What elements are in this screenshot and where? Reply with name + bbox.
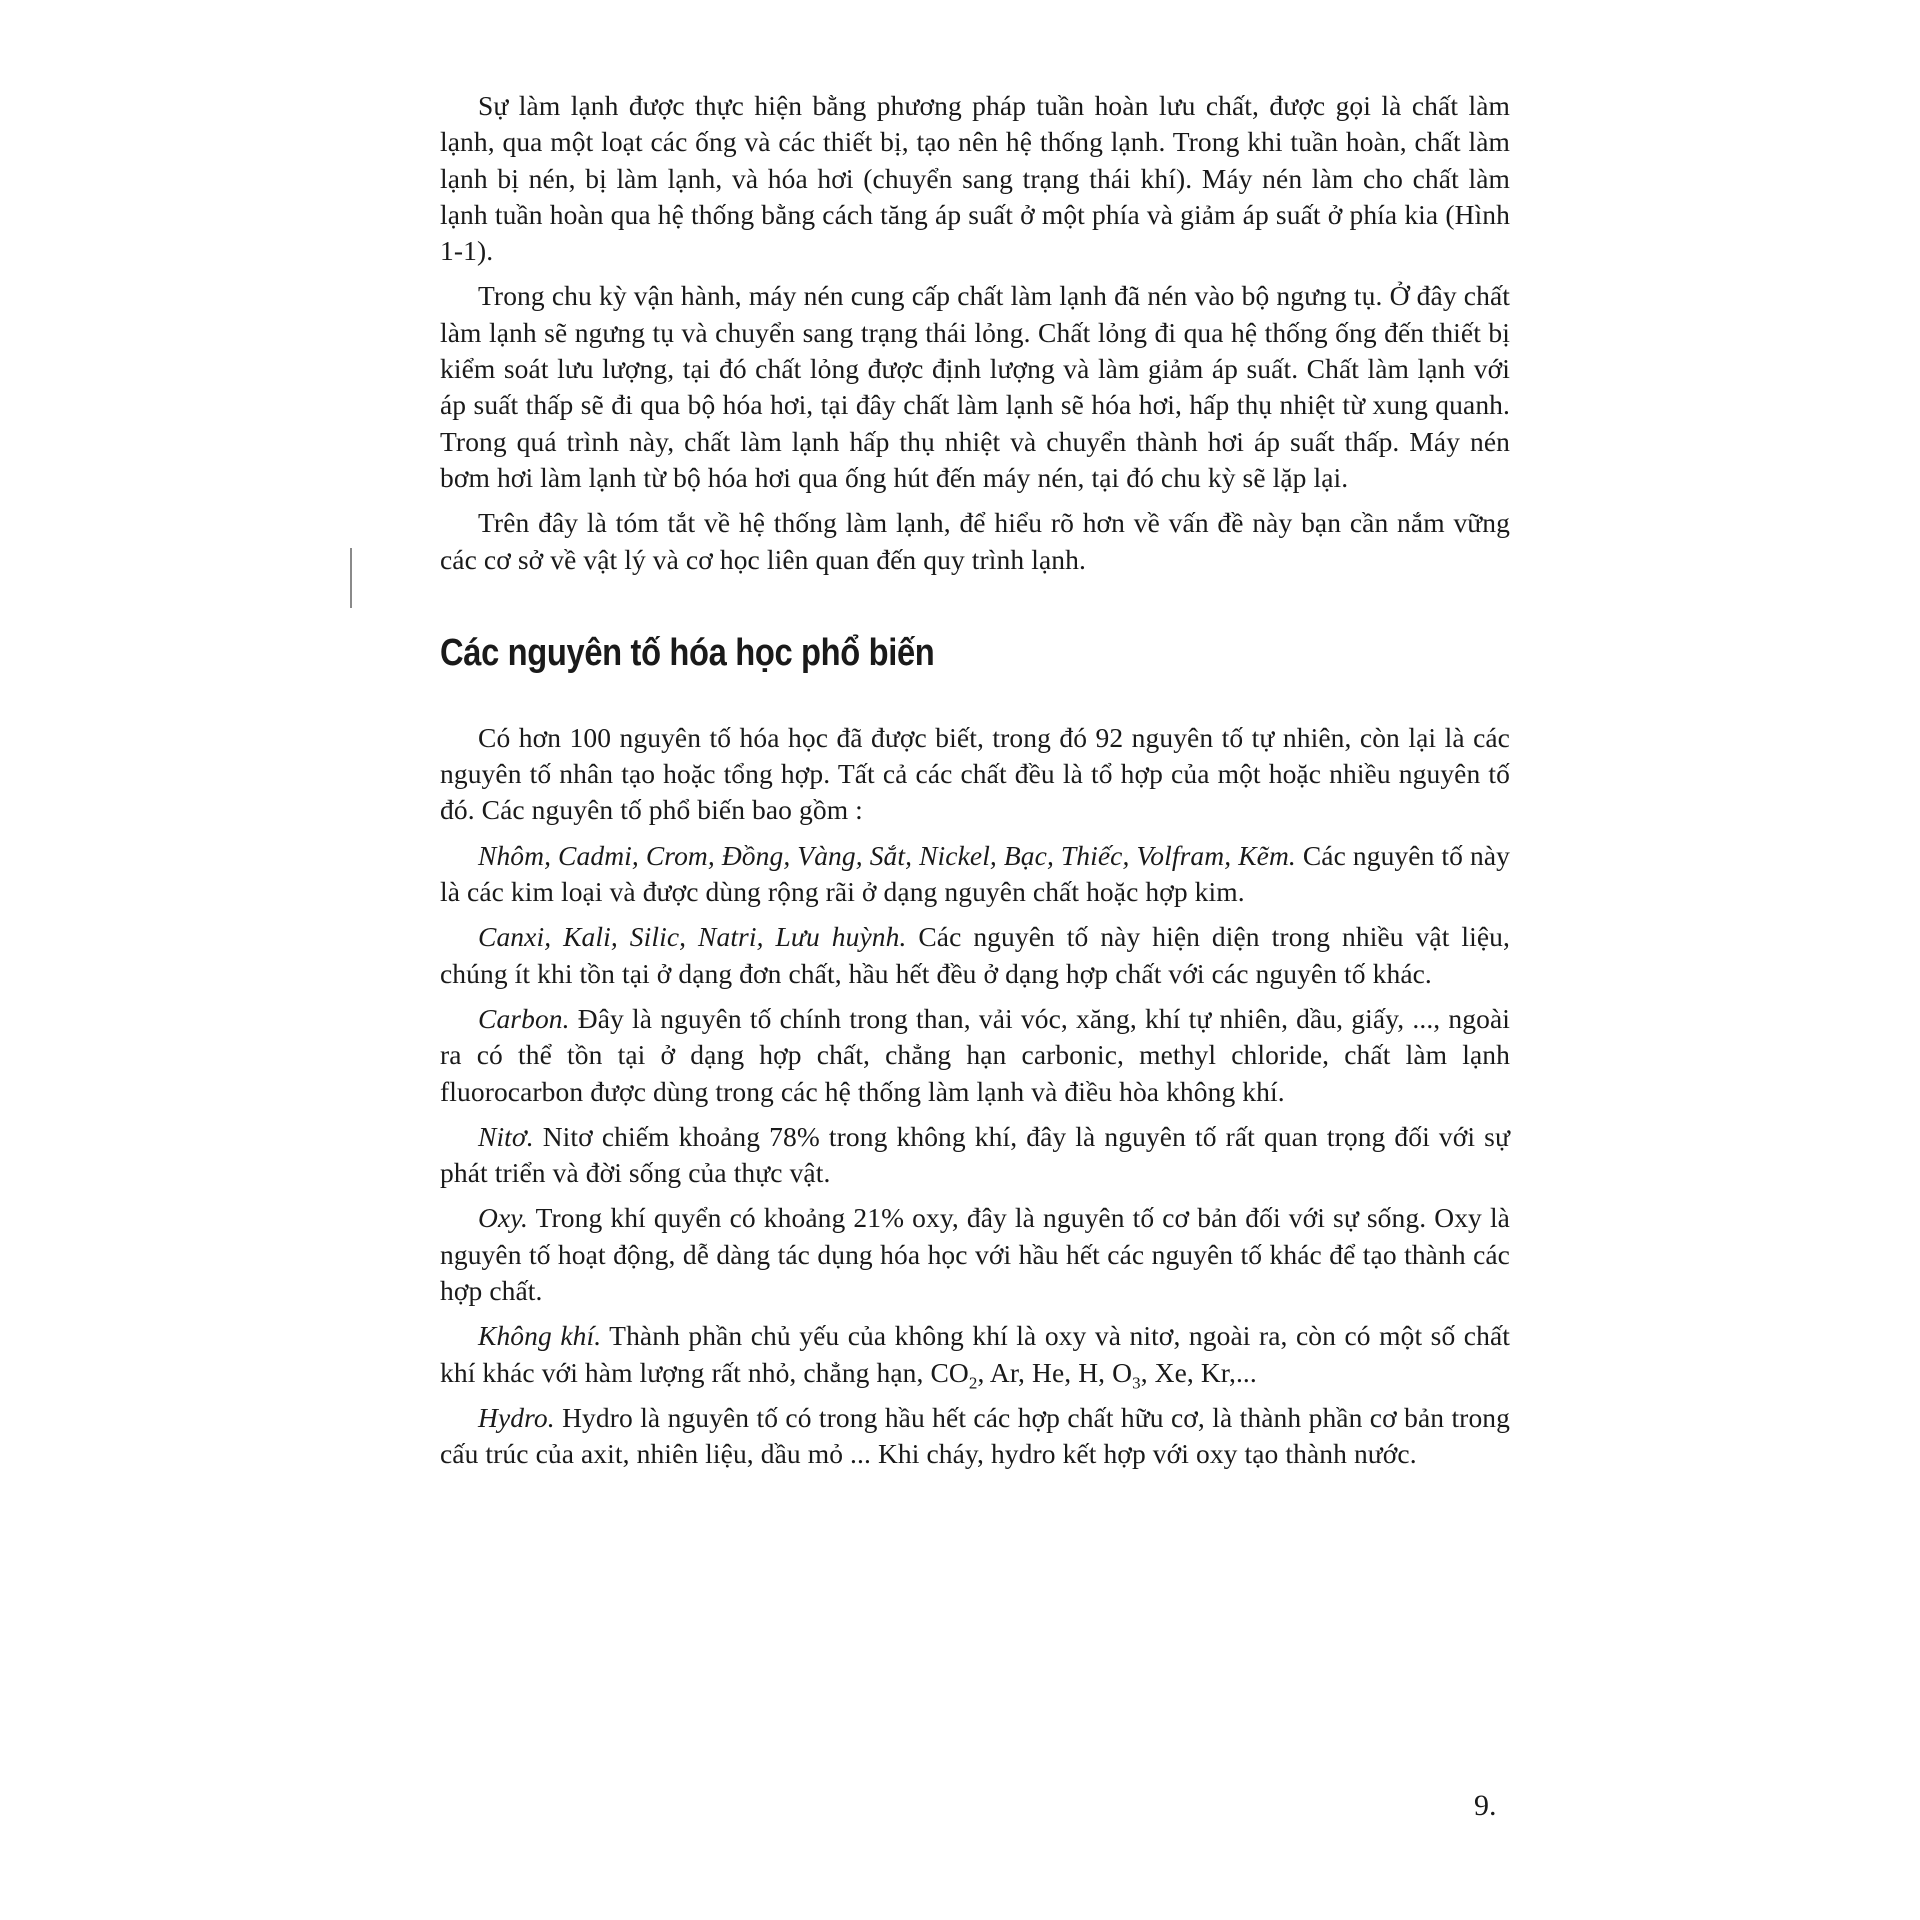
carbon-lead: Carbon. [478, 1002, 570, 1034]
air-paragraph [440, 1318, 1510, 1391]
metals-lead: Nhôm, Cadmi, Crom, Đồng, Vàng, Sắt, Nickel, Bạc, Thiếc, Volfram, Kẽm. [478, 839, 1296, 871]
opening-paragraph: Có hơn 100 nguyên tố hóa học đã được biết, trong đó 92 nguyên tố tự nhiên, còn lại là các nguyên tố nhân tạo hoặc tổng hợp. Tất cả các chất đều là tổ hợp của một hoặc nhiều nguyên tố đó. Các nguyên tố phổ biến bao gồm : [440, 721, 1510, 826]
oxygen-lead: Oxy. [478, 1202, 529, 1234]
air-text-3: , Xe, Kr,... [1140, 1356, 1257, 1388]
o3-subscript: 3 [1132, 1373, 1141, 1393]
intro-paragraph-3: Trên đây là tóm tắt về hệ thống làm lạnh, để hiểu rõ hơn về vấn đề này bạn cần nắm vững các cơ sở về vật lý và cơ học liên quan đến quy trình lạnh. [440, 507, 1510, 575]
oxygen-paragraph [440, 1200, 1510, 1309]
hydrogen-text: Hydro là nguyên tố có trong hầu hết các hợp chất hữu cơ, là thành phần cơ bản trong cấu trúc của axit, nhiên liệu, dầu mỏ ... Khi cháy, hydro kết hợp với oxy tạo thành nước. [440, 1401, 1510, 1470]
nitrogen-lead: Nitơ. [478, 1120, 534, 1152]
compounds-text: Các nguyên tố này hiện diện trong nhiều vật liệu, chúng ít khi tồn tại ở dạng đơn chất, hầu hết đều ở dạng hợp chất với các nguyên tố khác. [440, 921, 1510, 989]
intro-paragraph-1: Sự làm lạnh được thực hiện bằng phương pháp tuần hoàn lưu chất, được gọi là chất làm lạnh, qua một loạt các ống và các thiết bị, tạo nên hệ thống lạnh. Trong khi tuần hoàn, chất làm lạnh bị nén, bị làm lạnh, và hóa hơi (chuyển sang trạng thái khí). Máy nén làm cho chất làm lạnh tuần hoàn qua hệ thống bằng cách tăng áp suất ở một phía và giảm áp suất ở phía kia (Hình 1-1). [440, 90, 1510, 267]
metals-paragraph [440, 838, 1510, 911]
nitrogen-text: Nitơ chiếm khoảng 78% trong không khí, đây là nguyên tố rất quan trọng đối với sự phát triển và đời sống của thực vật. [440, 1120, 1510, 1189]
intro-paragraph-2: Trong chu kỳ vận hành, máy nén cung cấp chất làm lạnh đã nén vào bộ ngưng tụ. Ở đây chất làm lạnh sẽ ngưng tụ và chuyển sang trạng thái lỏng. Chất lỏng đi qua hệ thống ống đến thiết bị kiểm soát lưu lượng, tại đó chất lỏng được định lượng và làm giảm áp suất. Chất làm lạnh với áp suất thấp sẽ đi qua bộ hóa hơi, tại đây chất làm lạnh sẽ hóa hơi, hấp thụ nhiệt từ xung quanh. Trong quá trình này, chất làm lạnh hấp thụ nhiệt và chuyển thành hơi áp suất thấp. Máy nén bơm hơi làm lạnh từ bộ hóa hơi qua ống hút đến máy nén, tại đó chu kỳ sẽ lặp lại. [440, 280, 1510, 493]
carbon-text: Đây là nguyên tố chính trong than, vải vóc, xăng, khí tự nhiên, dầu, giấy, ..., ngoài ra có thể tồn tại ở dạng hợp chất, chẳng hạn carbonic, methyl chloride, chất làm lạnh fluorocarbon được dùng trong các hệ thống làm lạnh và điều hòa không khí. [440, 1002, 1510, 1107]
air-lead: Không khí. [478, 1320, 602, 1352]
hydrogen-lead: Hydro. [478, 1401, 555, 1433]
page-content [440, 88, 1510, 1482]
air-text-2: , Ar, He, H, O [977, 1356, 1133, 1388]
hydrogen-paragraph [440, 1400, 1510, 1473]
oxygen-text: Trong khí quyển có khoảng 21% oxy, đây là nguyên tố cơ bản đối với sự sống. Oxy là nguyên tố hoạt động, dễ dàng tác dụng hóa học với hầu hết các nguyên tố khác để tạo thành các hợp chất. [440, 1202, 1510, 1307]
compounds-lead: Canxi, Kali, Silic, Natri, Lưu huỳnh. [478, 921, 907, 953]
air-text-1: Thành phần chủ yếu của không khí là oxy và nitơ, ngoài ra, còn có một số chất khí khác với hàm lượng rất nhỏ, chẳng hạn, CO [440, 1320, 1510, 1388]
page-number: 9. [1474, 1789, 1497, 1822]
metals-text: Các nguyên tố này là các kim loại và được dùng rộng rãi ở dạng nguyên chất hoặc hợp kim. [440, 839, 1510, 908]
margin-mark [350, 548, 352, 608]
section-heading: Các nguyên tố hóa học phổ biến [440, 631, 935, 674]
nitrogen-paragraph [440, 1119, 1510, 1192]
carbon-paragraph [440, 1001, 1510, 1110]
compounds-paragraph [440, 919, 1510, 992]
co2-subscript: 2 [968, 1373, 978, 1393]
